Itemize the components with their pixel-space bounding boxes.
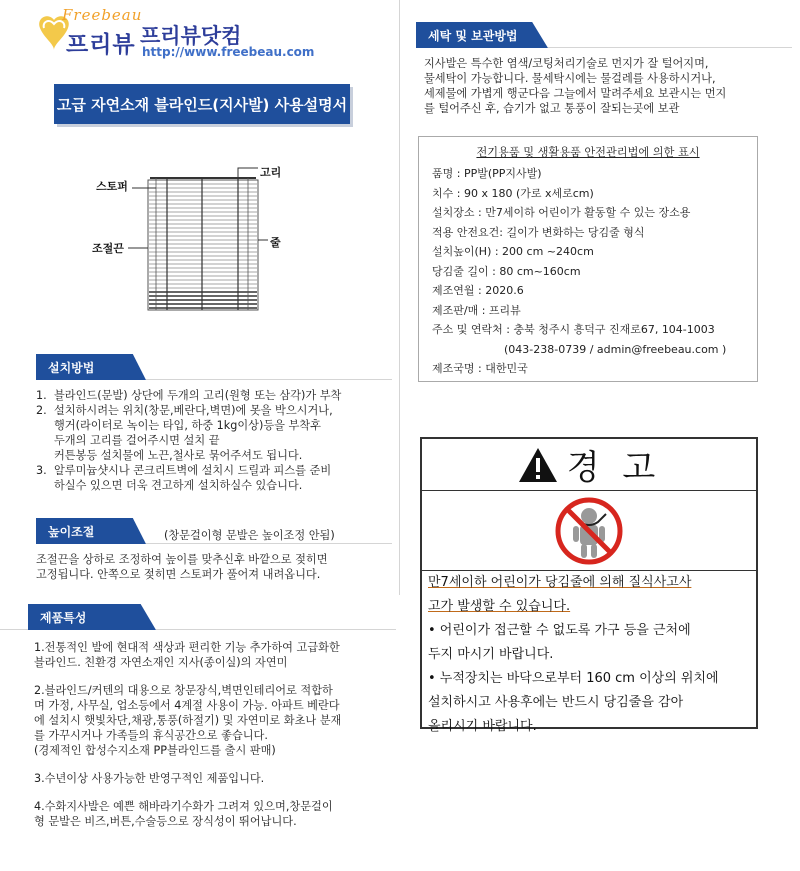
blind-diagram: [92, 160, 312, 350]
child-strangulation-prohibited-icon: [554, 496, 624, 566]
height-heading-rule: [146, 543, 392, 544]
safety-row-location: 설치장소 : 만7세이하 어린이가 활동할 수 있는 장소용: [432, 206, 691, 219]
safety-row-contact: (043-238-0739 / admin@freebeau.com ): [504, 342, 727, 356]
logo-script-text: Freebeau: [62, 6, 143, 24]
feature-paragraph: 2.블라인드/커텐의 대용으로 창문장식,벽면인테리어로 적합하 며 가정, 사무실, 업소등에서 4계절 사용이 가능. 아파트 베란다 에 설치시 햇빛차단,채광,통풍(하절기) 및 자연미로 화초나 분재 를 가꾸시거나 가족들의 휴식공간으로 좋습니다. (경제적인 합성수지소재 PP블라인드를 출시 판매): [34, 684, 342, 757]
features-heading: 제품특성: [28, 604, 156, 630]
label-string: 줄: [270, 236, 281, 249]
warning-header: [422, 439, 756, 491]
features-rule-right: [156, 629, 396, 630]
install-step: 3. 알루미늄샷시나 콘크리트벽에 설치시 드릴과 피스를 준비 하실수 있으면 더욱 견고하게 설치하실수 있습니다.: [36, 464, 332, 492]
safety-row-country: 제조국명 : 대한민국: [432, 362, 528, 375]
feature-paragraph: 1.전통적인 발에 현대적 색상과 편리한 기능 추가하여 고급화한 블라인드. 친환경 자연소재인 지사(종이실)의 자연미: [34, 641, 340, 669]
safety-label-title: 전기용품 및 생활용품 안전관리법에 의한 표시: [476, 146, 700, 159]
features-rule-left: [0, 629, 28, 630]
warning-title: 경 고: [566, 448, 662, 488]
safety-row-cord-length: 당김줄 길이 : 80 cm~160cm: [432, 264, 581, 278]
safety-row-requirement: 적용 안전요건: 길이가 변화하는 당김줄 형식: [432, 225, 645, 239]
install-step: 1. 블라인드(문발) 상단에 두개의 고리(원형 또는 삼각)가 부착: [36, 389, 342, 402]
safety-row-size: 치수 : 90 x 180 (가로 x세로cm): [432, 186, 594, 200]
wash-heading: 세탁 및 보관방법: [416, 22, 548, 48]
wash-instructions: 지사발은 특수한 염색/코팅처리기술로 먼지가 잘 털어지며, 물세탁이 가능합니다. 물세탁시에는 물걸레를 사용하시거나, 세제물에 가볍게 행군다음 그늘에서 말려주세요 보관시는 먼지 를 털어주신 후, 습기가 없고 통풍이 잘되는곳에 보관: [424, 57, 727, 115]
page-title-banner: 고급 자연소재 블라인드(지사발) 사용설명서: [54, 84, 350, 124]
feature-paragraph: 3.수년이상 사용가능한 반영구적인 제품입니다.: [34, 772, 265, 785]
feature-paragraph: 4.수화지사발은 예쁜 해바라기수화가 그려져 있으며,창문걸이 형 문발은 비즈,버튼,수술등으로 장식성이 뛰어납니다.: [34, 800, 333, 828]
safety-label-rows: [432, 164, 762, 379]
logo-korean-text: 프리뷰: [66, 32, 136, 58]
install-steps: [36, 388, 388, 493]
install-step: 2. 설치하시려는 위치(창문,베란다,벽면)에 못을 박으시거나, 행거(라이터로 녹이는 타입, 하중 1kg이상)등을 부착후 두개의 고리를 걸어주시면 설치 끝 커튼봉등 설치물에 노끈,철사로 묶어주셔도 됩니다.: [36, 404, 333, 462]
safety-row-address: 주소 및 연락처 : 충북 청주시 흥덕구 진재로67, 104-1003: [432, 323, 715, 336]
label-hook: 고리: [260, 166, 282, 179]
install-heading: 설치방법: [36, 354, 146, 380]
column-divider: [399, 0, 400, 595]
warning-text: 만7세이하 어린이가 당김줄에 의해 질식사고사 고가 발생할 수 있습니다. • 어린이가 접근할 수 없도록 가구 등을 근처에 두지 마시기 바랍니다. • 누적장치는 바닥으로부터 160 cm 이상의 위치에 설치하시고 사용후에는 반드시 당김줄을 감아 올리시기 바랍니다.: [428, 575, 719, 734]
label-adjuster: 조절끈: [92, 242, 124, 255]
height-adjust-heading: 높이조절: [36, 518, 146, 544]
features-text: [34, 640, 386, 842]
label-stopper: 스토퍼: [96, 180, 128, 193]
install-heading-rule: [146, 379, 392, 380]
safety-row-maker: 제조판/매 : 프리뷰: [432, 303, 521, 317]
warning-icon-area: [422, 491, 756, 571]
site-url-link[interactable]: http://www.freebeau.com: [142, 45, 315, 59]
safety-row-name: 품명 : PP발(PP지사발): [432, 167, 542, 180]
safety-row-height: 설치높이(H) : 200 cm ~240cm: [432, 245, 594, 258]
warning-triangle-icon: [517, 446, 559, 484]
height-adjust-text: 조절끈을 상하로 조정하여 높이를 맞추신후 바깥으로 젖히면 고정됩니다. 안쪽으로 젖히면 스토퍼가 풀어져 내려옵니다.: [36, 553, 328, 581]
height-adjust-note: (창문걸이형 문발은 높이조정 안됨): [164, 529, 335, 542]
safety-row-date: 제조연월 : 2020.6: [432, 284, 524, 297]
site-name: 프리뷰닷컴: [140, 24, 242, 48]
blind-slats: [149, 184, 257, 308]
wash-heading-rule: [548, 47, 792, 48]
